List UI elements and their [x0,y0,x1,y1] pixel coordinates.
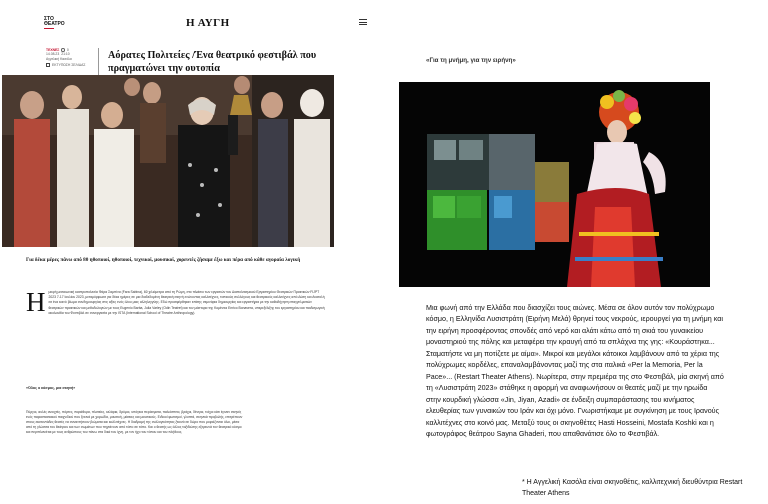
print-icon [46,63,50,67]
print-label: ΕΚΤΥΠΩΣΗ ΣΕΛΙΔΑΣ [52,63,86,68]
body-paragraph-2: Πύργοι, αυλές ανοιχτές, πόρτες, παράθυρα, πλατείες, κελάρια, δρόμοι, υπόγεια περάσματα, παλιόσπιτα, βράχοι, δέντρα, τοίχοι κάτι έγιναν σκηνές ενός παραστασιακού παιχνιδιού που ξεκινά με χορωδία, μουσική, μάσκες και μουσικούς. Ειδικοί φωτισμοί, γλυπτά, σκηνικά προβολής, επιτρέπουν στους εκατοντάδες θεατές να συναντήσουν βιώματα και καλλιτέχνες. Η διαδρομή της συλλογικότητας ξεκινά σε δώρο που μοιράζονται όλοι, μέσα από τη γλώσσα του θεάτρου και των σωμάτων που πηγαίνουν από τόπο σε τόπο. Και ο θεατής ως άλλος ταξιδιώτης εξερευνά τον θεατρικό κόσμο και περιπλανιέται με τους ανθρώπους του πάνω στα δικά του ίχνη, με τον ήχο του τόπου και του πλήθους. [26,410,243,435]
site-header [38,12,374,34]
brand-accent-bar [44,28,54,29]
article-author[interactable]: Αγγελική Κασόλα [46,56,72,61]
author-footnote: * Η Αγγελική Κασόλα είναι σκηνοθέτις, καλλιτεχνική διευθύντρια Restart Theater Athens [522,479,743,497]
article-meta [46,48,96,68]
article-title: Αόρατες Πολιτείες /Ένα θεατρικό φεστιβάλ που πραγματώνει την ουτοπία [108,50,317,74]
right-subheading: «Για τη μνήμη, για την ειρήνη» [426,57,516,64]
article-photo-performer [399,82,710,287]
category-label[interactable]: ΤΕΧΝΕΣ [46,48,60,52]
article-time: 21:10 [61,52,70,57]
meta-divider [98,48,99,76]
masthead-title[interactable]: Η ΑΥΓΗ [186,17,230,29]
article-photo-procession [2,75,334,247]
section-subhead: «Όλος ο κόσμος, μια σκηνή» [26,386,76,390]
article-lead: Για δέκα μέρες πάνω από 80 ηθοποιοί, ηθοποιοί, τεχνικοί, μουσικοί, χορευτές ζήσαμε έξω και πέρα από κάθε αγοραία λογική [26,257,301,263]
article-body-1 [26,287,326,317]
brand-line1: ΣΤΟ [44,16,54,22]
right-body-paragraph: Μια φωνή από την Ελλάδα που διασχίζει τους αιώνες. Μέσα σε όλον αυτόν τον πολύχρωμο κόσμο, η Ελληνίδα Λυσιστράτη (Ειρήνη Μελά) θρηνεί τους νεκρούς, ιερουργεί για τη μνήμη και την ειρήνη προσφέροντας σπονδές από νερό και αλάτι κάτω από τη σκιά του γυναικείου μοναστηριού της πόλης και μεταφέρει την κραυγή από τα σπλάχνα της γης: «Κουράστηκα... Σταματήστε να μη ποτίζετε με αίμα». Μικροί και μεγάλοι κάτοικοι λαμβάνουν από τα χέρια της πολύχρωμες κορδέλες, επαναλαμβάνοντας μαζί της στα ιταλικά «Per la Memoria, Per la Pace»... (Restart Theater Athens). Νωρίτερα, στην πρεμιέρα της στο Φεστιβάλ, μία σκηνή από τη «Λυσιστράτη 2023» στάθηκε η αφορμή να αναφωνήσουν οι θεατές μαζί με την ηρωίδα στην κουρδική γλώσσα «Jin, Jiyan, Azadi» σε ένδειξη συμπαράστασης του κινήματος ελευθερίας των γυναικών του Ιράν και όχι μόνο. Γνωριστήκαμε με συγκίνηση με τους Ιρανούς καλλιτέχνες στο κοινό μας. Μεταξύ τους οι σκηνοθέτες Hasti Hosseini, Mostafa Koshki και η φωτογράφος θεάτρου Sayna Ghaderi, που απαθανάτισε όλο το Φεστιβάλ. [426,304,724,438]
brand-line2: ΘΕΑΤΡΟ [44,21,65,27]
article-date: 14.08.23 [46,52,60,57]
body-paragraph-1: μικρή μεσαιωνική καστροπολιτεία Φάρα Σαμπίνα (Fara Sabina), 60 χιλιόμετρα από τη Ρώμη, στο πλαίσιο των εργασιών του Διαπολιτισμικού Εργαστηρίου Θεατρικών Πρακτικών FIJPT 2023 7-17 Ιουλίου 2023, μεταμόρφωσε για δέκα ημέρες σε μια διαδεδομένη θεατρική σκηνή ενώνοντας καλλιτέχνες, τοπικούς συλλόγους και θεατρικούς καλλιτέχνες από Δύση και Ανατολή σε ένα κοινό βίωμα συνδημιουργίας στις αξίες ενός όλου μιας αλληλεγγύης. Εδώ προσφέρθηκαν επίσης σεμινάρια δημιουργίας και εργαστήρια με την καθοδήγηση επαγγελματιών θεατρικών πρακτικών και μεθοδολογιών με τους Eugenio Barba, Julia Varley (Odin Teatret) και τον μάστορα της Κομέντια Enrico Bonavera, υπερεξέλιξης του εργαστηρίου και παιδαγωγική ακολουθία του Φεστιβάλ σε συνεργασία με την ISTA (International School of Theatre Anthropology). [48,290,325,315]
drop-cap: Η [26,287,46,317]
comment-count: 0 [66,48,69,52]
brand-logo[interactable] [44,17,65,29]
hamburger-menu-icon[interactable] [359,19,367,25]
print-page-button[interactable] [46,63,96,67]
